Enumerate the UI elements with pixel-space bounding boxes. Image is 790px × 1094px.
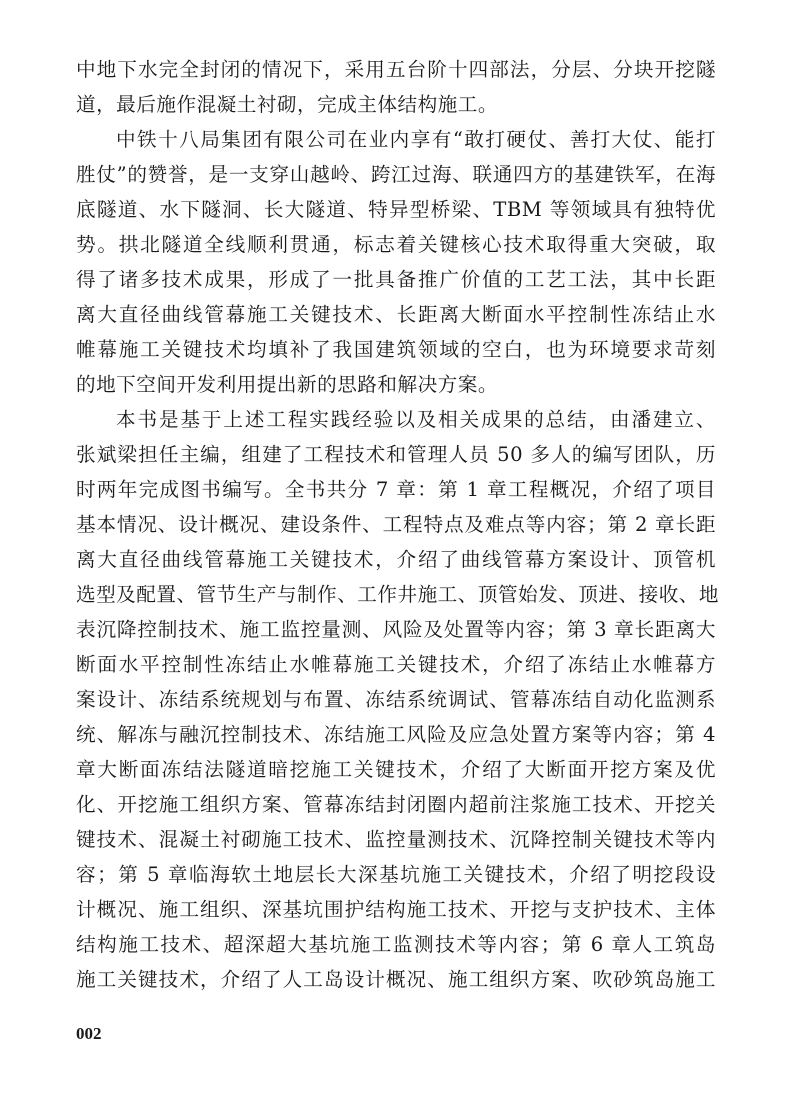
- text-line: 化、开挖施工组织方案、管幕冻结封闭圈内超前注浆施工技术、开挖关: [76, 793, 716, 816]
- text-line: 张斌梁担任主编，组建了工程技术和管理人员 50 多人的编写团队，历: [76, 443, 716, 466]
- text-line: 结构施工技术、超深超大基坑施工监测技术等内容；第 6 章人工筑岛: [76, 933, 716, 956]
- page-number: 002: [76, 1024, 102, 1043]
- text-line: 中地下水完全封闭的情况下，采用五台阶十四部法，分层、分块开挖隧: [76, 58, 716, 81]
- text-line: 容；第 5 章临海软土地层长大深基坑施工关键技术，介绍了明挖段设: [76, 863, 716, 886]
- text-line: 时两年完成图书编写。全书共分 7 章：第 1 章工程概况，介绍了项目: [76, 478, 716, 501]
- text-line: 的地下空间开发利用提出新的思路和解决方案。: [76, 373, 498, 396]
- text-line: 底隧道、水下隧洞、长大隧道、特异型桥梁、TBM 等领域具有独特优: [76, 198, 716, 221]
- text-line: 离大直径曲线管幕施工关键技术、长距离大断面水平控制性冻结止水: [76, 303, 716, 326]
- text-line: 离大直径曲线管幕施工关键技术，介绍了曲线管幕方案设计、顶管机: [76, 548, 716, 571]
- text-line: 键技术、混凝土衬砌施工技术、监控量测技术、沉降控制关键技术等内: [76, 828, 716, 851]
- text-line: 案设计、冻结系统规划与布置、冻结系统调试、管幕冻结自动化监测系: [76, 688, 716, 711]
- text-line: 中铁十八局集团有限公司在业内享有“敢打硬仗、善打大仗、能打: [116, 128, 716, 151]
- text-line: 章大断面冻结法隧道暗挖施工关键技术，介绍了大断面开挖方案及优: [76, 758, 716, 781]
- page-body: [76, 52, 719, 997]
- text-line: 统、解冻与融沉控制技术、冻结施工风险及应急处置方案等内容；第 4: [76, 723, 716, 746]
- text-line: 得了诸多技术成果，形成了一批具备推广价值的工艺工法，其中长距: [76, 268, 716, 291]
- text-line: 断面水平控制性冻结止水帷幕施工关键技术，介绍了冻结止水帷幕方: [76, 653, 716, 676]
- text-line: 表沉降控制技术、施工监控量测、风险及处置等内容；第 3 章长距离大: [76, 618, 716, 641]
- text-line: 势。拱北隧道全线顺利贯通，标志着关键核心技术取得重大突破，取: [76, 233, 716, 256]
- text-line: 施工关键技术，介绍了人工岛设计概况、施工组织方案、吹砂筑岛施工: [76, 968, 716, 991]
- text-line: 计概况、施工组织、深基坑围护结构施工技术、开挖与支护技术、主体: [76, 898, 716, 921]
- text-line: 道，最后施作混凝土衬砌，完成主体结构施工。: [76, 93, 498, 116]
- text-line: 选型及配置、管节生产与制作、工作井施工、顶管始发、顶进、接收、地: [76, 583, 719, 606]
- text-line: 本书是基于上述工程实践经验以及相关成果的总结，由潘建立、: [116, 408, 716, 431]
- paragraph-3: [76, 402, 719, 997]
- text-line: 基本情况、设计概况、建设条件、工程特点及难点等内容；第 2 章长距: [76, 513, 716, 536]
- paragraph-2: [76, 122, 716, 402]
- text-line: 帷幕施工关键技术均填补了我国建筑领域的空白，也为环境要求苛刻: [76, 338, 716, 361]
- text-line: 胜仗”的赞誉，是一支穿山越岭、跨江过海、联通四方的基建铁军，在海: [76, 163, 716, 186]
- paragraph-1: [76, 52, 716, 122]
